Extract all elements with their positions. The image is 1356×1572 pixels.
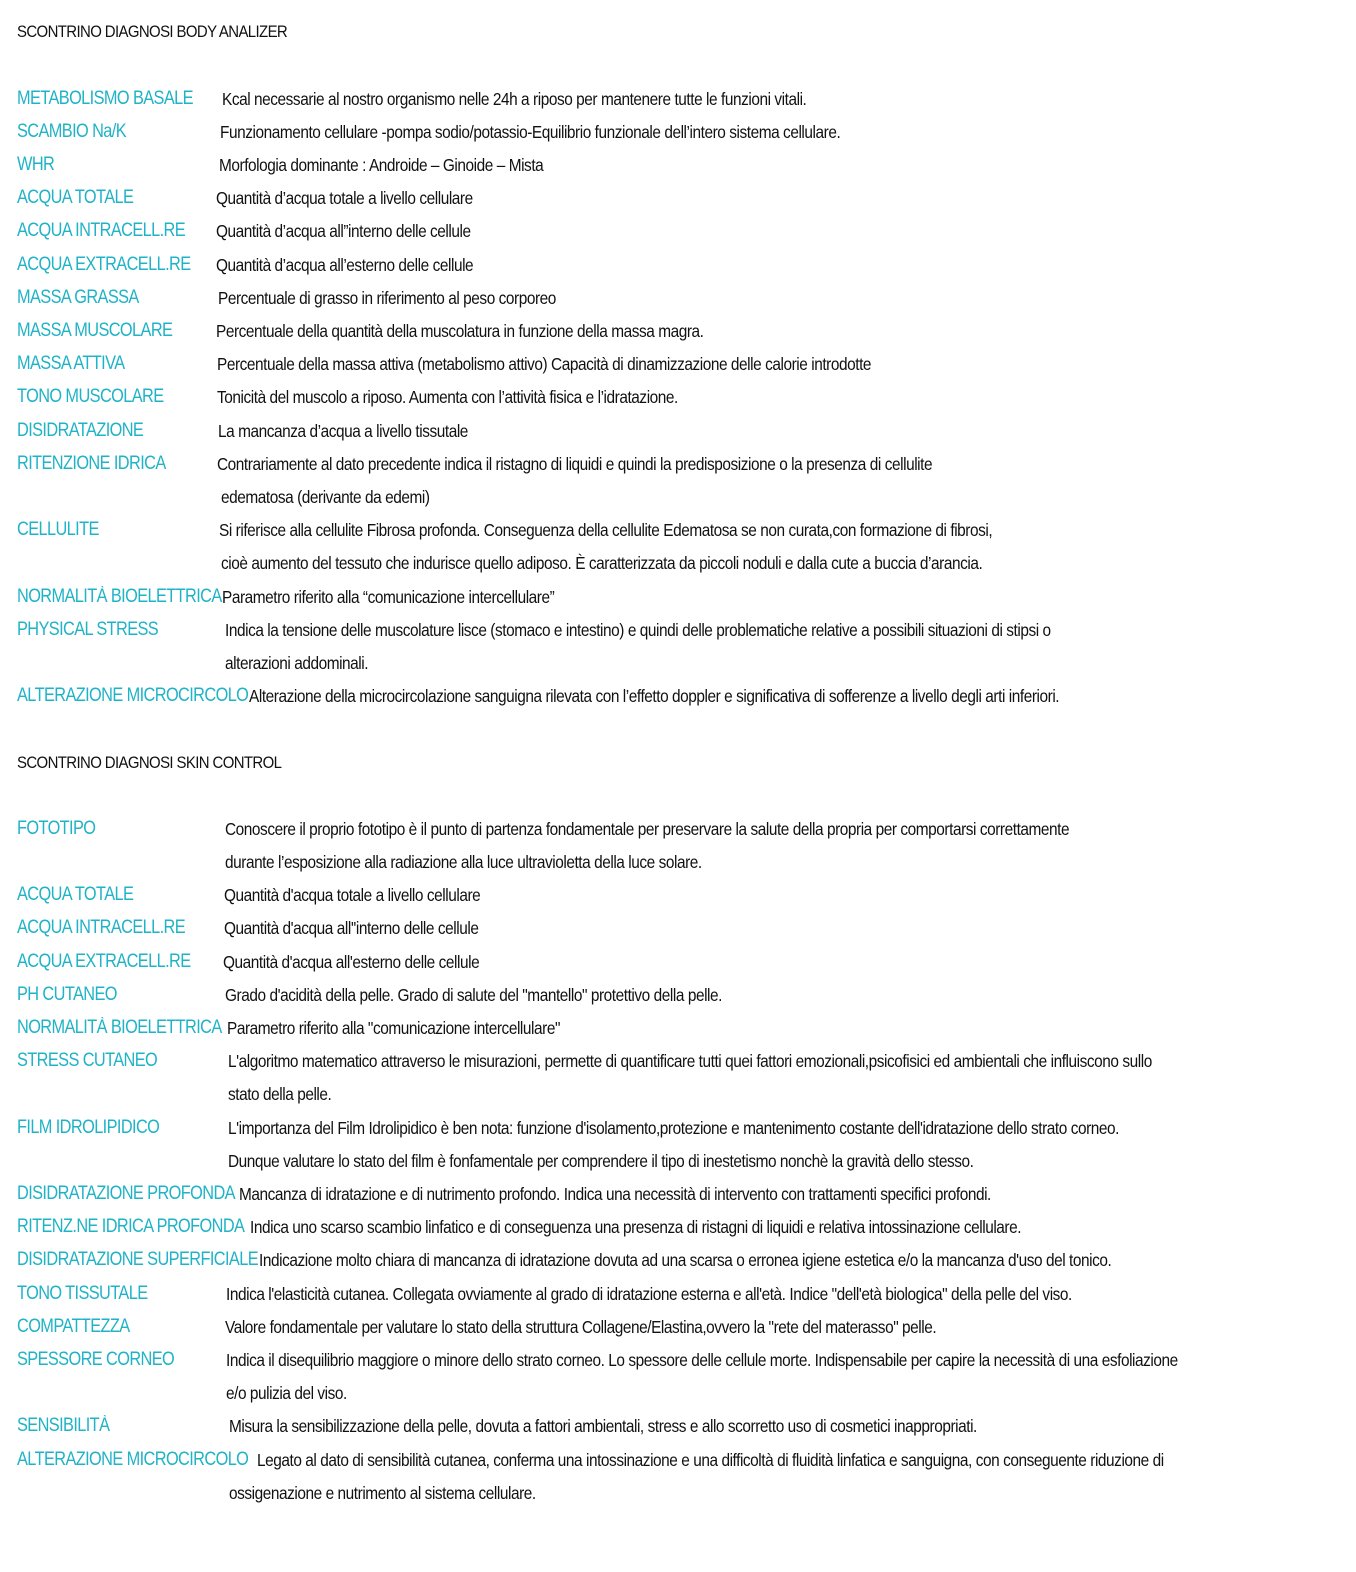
desc-cellulite-line-2: cioè aumento del tessuto che indurisce quello adiposo. È caratterizzata da piccoli noduli e dalla cute a buccia d’arancia. [221, 553, 983, 573]
desc-ritenzione-idrica-line-2: edematosa (derivante da edemi) [221, 487, 430, 507]
desc-scambio-na-k: Funzionamento cellulare -pompa sodio/potassio-Equilibrio funzionale dell’intero sistema cellulare. [220, 122, 841, 142]
desc-film-idrolipidico-line-2: Dunque valutare lo stato del film è fonfamentale per comprendere il tipo di inestetismo nonchè la gravità dello stesso. [228, 1151, 974, 1171]
desc-ph-cutaneo: Grado d'acidità della pelle. Grado di salute del "mantello" protettivo della pelle. [225, 985, 722, 1005]
desc-acqua-intracellre-skin: Quantità d'acqua all''interno delle cellule [224, 918, 479, 938]
desc-disidratazione-superficiale: Indicazione molto chiara di mancanza di idratazione dovuta ad una scarsa o erronea igiene estetica e/o la mancanza d'uso del tonico. [259, 1250, 1112, 1270]
term-acqua-intracellre: ACQUA INTRACELL.RE [17, 220, 186, 241]
body-analizer-title: SCONTRINO DIAGNOSI BODY ANALIZER [17, 22, 288, 41]
term-scambio-na-k: SCAMBIO Na/K [17, 121, 127, 142]
term-sensibilita: SENSIBILITÀ [17, 1415, 110, 1436]
desc-compattezza: Valore fondamentale per valutare lo stato della struttura Collagene/Elastina,ovvero la "rete del materasso" pelle. [225, 1317, 937, 1337]
term-tono-muscolare: TONO MUSCOLARE [17, 386, 164, 407]
term-acqua-extracellre: ACQUA EXTRACELL.RE [17, 254, 191, 275]
desc-fototipo-line-2: durante l’esposizione alla radiazione alla luce ultravioletta della luce solare. [225, 852, 702, 872]
term-physical-stress: PHYSICAL STRESS [17, 619, 159, 640]
desc-normalita-bioelettrica-skin: Parametro riferito alla "comunicazione intercellulare" [227, 1018, 560, 1038]
desc-physical-stress-line-2: alterazioni addominali. [225, 653, 369, 673]
desc-cellulite-line-1: Si riferisce alla cellulite Fibrosa profonda. Conseguenza della cellulite Edematosa se non curata,con formazione di fibrosi, [219, 520, 993, 540]
term-spessore-corneo: SPESSORE CORNEO [17, 1349, 175, 1370]
term-compattezza: COMPATTEZZA [17, 1316, 130, 1337]
desc-acqua-totale-skin: Quantità d'acqua totale a livello cellulare [224, 885, 481, 905]
term-disidratazione: DISIDRATAZIONE [17, 420, 144, 441]
desc-fototipo-line-1: Conoscere il proprio fototipo è il punto di partenza fondamentale per preservare la salute della propria per comportarsi correttamente [225, 819, 1070, 839]
desc-massa-attiva: Percentuale della massa attiva (metabolismo attivo) Capacità di dinamizzazione delle calorie introdotte [217, 354, 872, 374]
desc-acqua-extracellre: Quantità d’acqua all’esterno delle cellule [216, 255, 474, 275]
term-film-idrolipidico: FILM IDROLIPIDICO [17, 1117, 160, 1138]
term-normalita-bioelettrica-skin: NORMALITÀ BIOELETTRICA [17, 1017, 222, 1038]
skin-control-title: SCONTRINO DIAGNOSI SKIN CONTROL [17, 753, 282, 772]
desc-acqua-extracellre-skin: Quantità d'acqua all'esterno delle cellule [223, 952, 480, 972]
desc-disidratazione: La mancanza d’acqua a livello tissutale [218, 421, 468, 441]
term-alterazione-microcircolo: ALTERAZIONE MICROCIRCOLO [17, 685, 249, 706]
desc-normalita-bioelettrica: Parametro riferito alla “comunicazione intercellulare” [222, 587, 555, 607]
term-ritenzione-idrica-profonda: RITENZ.NE IDRICA PROFONDA [17, 1216, 245, 1237]
term-acqua-totale-skin: ACQUA TOTALE [17, 884, 134, 905]
term-fototipo: FOTOTIPO [17, 818, 96, 839]
desc-massa-muscolare: Percentuale della quantità della muscolatura in funzione della massa magra. [216, 321, 704, 341]
term-normalita-bioelettrica: NORMALITÀ BIOELETTRICA [17, 586, 222, 607]
term-disidratazione-profonda: DISIDRATAZIONE PROFONDA [17, 1183, 235, 1204]
desc-ritenzione-idrica-line-1: Contrariamente al dato precedente indica il ristagno di liquidi e quindi la predisposizione o la presenza di cellulite [217, 454, 933, 474]
desc-tono-muscolare: Tonicità del muscolo a riposo. Aumenta con l’attività fisica e l’idratazione. [217, 387, 678, 407]
term-whr: WHR [17, 154, 55, 175]
desc-tono-tissutale: Indica l'elasticità cutanea. Collegata ovviamente al grado di idratazione esterna e all'età. Indice "dell'età biologica" della pelle del viso. [226, 1284, 1072, 1304]
term-massa-grassa: MASSA GRASSA [17, 287, 139, 308]
term-disidratazione-superficiale: DISIDRATAZIONE SUPERFICIALE [17, 1249, 259, 1270]
term-metabolismo-basale: METABOLISMO BASALE [17, 88, 193, 109]
desc-whr: Morfologia dominante : Androide – Ginoide – Mista [219, 155, 544, 175]
term-acqua-intracellre-skin: ACQUA INTRACELL.RE [17, 917, 186, 938]
desc-sensibilita: Misura la sensibilizzazione della pelle, dovuta a fattori ambientali, stress e allo scorretto uso di cosmetici inappropriati. [229, 1416, 977, 1436]
term-alterazione-microcircolo-skin: ALTERAZIONE MICROCIRCOLO [17, 1449, 249, 1470]
desc-stress-cutaneo-line-2: stato della pelle. [228, 1084, 332, 1104]
term-ph-cutaneo: PH CUTANEO [17, 984, 117, 1005]
desc-metabolismo-basale: Kcal necessarie al nostro organismo nelle 24h a riposo per mantenere tutte le funzioni vitali. [222, 89, 807, 109]
term-acqua-totale: ACQUA TOTALE [17, 187, 134, 208]
desc-acqua-totale: Quantità d’acqua totale a livello cellulare [216, 188, 473, 208]
desc-disidratazione-profonda: Mancanza di idratazione e di nutrimento profondo. Indica una necessità di intervento con trattamenti specifici profondi. [239, 1184, 991, 1204]
desc-acqua-intracellre: Quantità d’acqua all”interno delle cellule [216, 221, 471, 241]
desc-film-idrolipidico-line-1: L'importanza del Film Idrolipidico è ben nota: funzione d'isolamento,protezione e mantenimento costante dell'idratazione dello strato corneo. [228, 1118, 1120, 1138]
term-ritenzione-idrica: RITENZIONE IDRICA [17, 453, 166, 474]
desc-spessore-corneo-line-1: Indica il disequilibrio maggiore o minore dello strato corneo. Lo spessore delle cellule morte. Indispensabile per capire la necessità di una esfoliazione [226, 1350, 1178, 1370]
desc-ritenzione-idrica-profonda: Indica uno scarso scambio linfatico e di conseguenza una presenza di ristagni di liquidi e relativa intossinazione cellulare. [250, 1217, 1022, 1237]
term-massa-muscolare: MASSA MUSCOLARE [17, 320, 173, 341]
desc-alterazione-microcircolo: Alterazione della microcircolazione sanguigna rilevata con l’effetto doppler e significativa di sofferenze a livello degli arti inferiori. [249, 686, 1060, 706]
term-tono-tissutale: TONO TISSUTALE [17, 1283, 148, 1304]
desc-spessore-corneo-line-2: e/o pulizia del viso. [226, 1383, 347, 1403]
term-massa-attiva: MASSA ATTIVA [17, 353, 125, 374]
term-stress-cutaneo: STRESS CUTANEO [17, 1050, 158, 1071]
term-acqua-extracellre-skin: ACQUA EXTRACELL.RE [17, 951, 191, 972]
desc-alterazione-microcircolo-skin-line-1: Legato al dato di sensibilità cutanea, conferma una intossinazione e una difficoltà di fluidità linfatica e sanguigna, con conseguente riduzione di [257, 1450, 1164, 1470]
desc-physical-stress-line-1: Indica la tensione delle muscolature lisce (stomaco e intestino) e quindi delle problematiche relative a possibili situazioni di stipsi o [225, 620, 1051, 640]
desc-alterazione-microcircolo-skin-line-2: ossigenazione e nutrimento al sistema cellulare. [229, 1483, 536, 1503]
desc-massa-grassa: Percentuale di grasso in riferimento al peso corporeo [218, 288, 556, 308]
desc-stress-cutaneo-line-1: L'algoritmo matematico attraverso le misurazioni, permette di quantificare tutti quei fattori emozionali,psicofisici ed ambientali che influiscono sullo [228, 1051, 1152, 1071]
term-cellulite: CELLULITE [17, 519, 99, 540]
